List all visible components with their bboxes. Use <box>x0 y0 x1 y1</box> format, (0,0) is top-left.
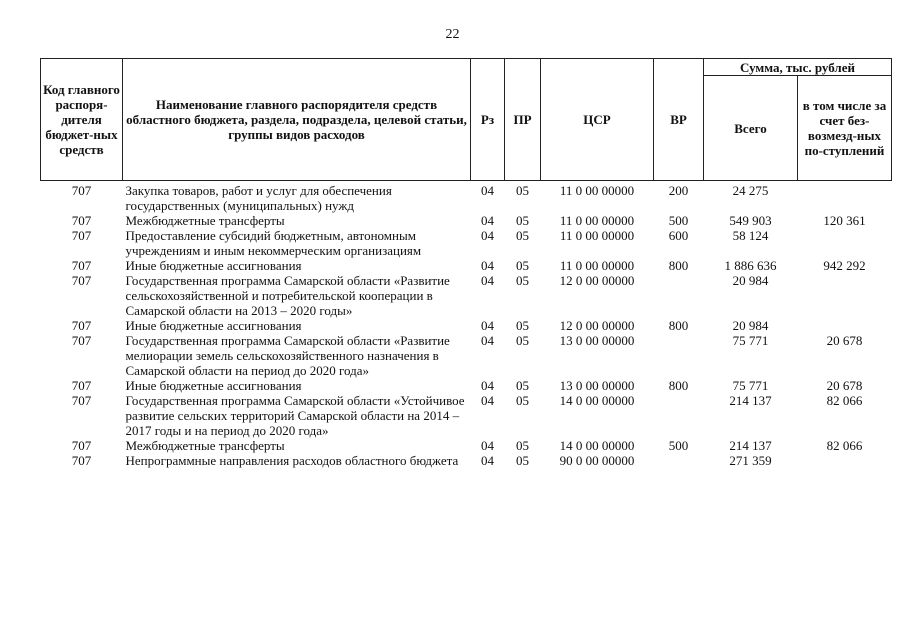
cell-csr: 90 0 00 00000 <box>559 453 635 468</box>
cell-pr: 05 <box>516 378 529 393</box>
cell-code: 707 <box>71 273 92 288</box>
cell-rz: 04 <box>481 183 494 198</box>
cell-name: Иные бюджетные ассигнования <box>125 258 302 273</box>
cell-csr: 13 0 00 00000 <box>559 333 635 348</box>
cell-vr <box>654 333 704 378</box>
cell-total: 214 137 <box>729 393 772 408</box>
cell-csr: 14 0 00 00000 <box>559 393 635 408</box>
cell-total: 24 275 <box>732 183 769 198</box>
cell-vr: 800 <box>668 258 689 273</box>
cell-vr: 200 <box>668 183 689 198</box>
cell-rz: 04 <box>481 228 494 243</box>
cell-csr: 12 0 00 00000 <box>559 273 635 288</box>
table-row <box>41 378 892 393</box>
cell-code: 707 <box>71 378 92 393</box>
cell-name: Межбюджетные трансферты <box>125 213 285 228</box>
cell-total: 20 984 <box>732 273 769 288</box>
cell-code: 707 <box>71 393 92 408</box>
cell-name: Предоставление субсидий бюджетным, автономным учреждениям и иным некоммерческим организациям <box>125 228 422 258</box>
cell-rz: 04 <box>481 213 494 228</box>
cell-code: 707 <box>71 453 92 468</box>
cell-csr: 11 0 00 00000 <box>559 228 635 243</box>
cell-free: 82 066 <box>826 438 863 453</box>
page-number: 22 <box>445 27 460 42</box>
table-row <box>41 318 892 333</box>
cell-pr: 05 <box>516 333 529 348</box>
cell-code: 707 <box>71 333 92 348</box>
cell-pr: 05 <box>516 273 529 288</box>
cell-vr <box>654 273 704 318</box>
cell-name: Межбюджетные трансферты <box>125 438 285 453</box>
cell-free: 20 678 <box>826 378 863 393</box>
cell-pr: 05 <box>516 438 529 453</box>
cell-rz: 04 <box>481 378 494 393</box>
header-vr: ВР <box>654 59 704 181</box>
header-name: Наименование главного распорядителя средств областного бюджета, раздела, подраздела, целевой статьи, группы видов расходов <box>123 59 471 181</box>
cell-name: Иные бюджетные ассигнования <box>125 378 302 393</box>
cell-free <box>798 273 892 318</box>
cell-pr: 05 <box>516 213 529 228</box>
table-row <box>41 181 892 214</box>
cell-name: Государственная программа Самарской области «Развитие сельскохозяйственной и потребительской кооперации в Самарской области на 2013 – 2020 годы» <box>125 273 450 318</box>
header-total: Всего <box>704 76 798 181</box>
cell-pr: 05 <box>516 258 529 273</box>
cell-vr: 800 <box>668 378 689 393</box>
cell-total: 75 771 <box>732 378 769 393</box>
cell-total: 75 771 <box>732 333 769 348</box>
cell-code: 707 <box>71 258 92 273</box>
cell-rz: 04 <box>481 273 494 288</box>
cell-code: 707 <box>71 318 92 333</box>
cell-csr: 13 0 00 00000 <box>559 378 635 393</box>
cell-vr <box>654 393 704 438</box>
table-row <box>41 333 892 378</box>
cell-vr: 600 <box>668 228 689 243</box>
cell-rz: 04 <box>481 393 494 408</box>
cell-total: 1 886 636 <box>724 258 777 273</box>
cell-name: Иные бюджетные ассигнования <box>125 318 302 333</box>
cell-name: Государственная программа Самарской области «Развитие мелиорации земель сельскохозяйственного назначения в Самарской области на период до 2020 года» <box>125 333 450 378</box>
cell-code: 707 <box>71 213 92 228</box>
table-header <box>41 59 892 181</box>
cell-rz: 04 <box>481 318 494 333</box>
cell-name: Закупка товаров, работ и услуг для обеспечения государственных (муниципальных) нужд <box>125 183 392 213</box>
budget-table <box>40 58 892 468</box>
cell-rz: 04 <box>481 333 494 348</box>
cell-rz: 04 <box>481 258 494 273</box>
header-rz: Рз <box>471 59 505 181</box>
table-row <box>41 213 892 228</box>
cell-csr: 11 0 00 00000 <box>559 183 635 198</box>
cell-pr: 05 <box>516 183 529 198</box>
cell-pr: 05 <box>516 453 529 468</box>
cell-total: 271 359 <box>729 453 772 468</box>
cell-free <box>798 228 892 258</box>
cell-pr: 05 <box>516 393 529 408</box>
cell-free <box>798 453 892 468</box>
header-sum-group: Сумма, тыс. рублей <box>704 59 892 76</box>
header-pr: ПР <box>505 59 541 181</box>
cell-csr: 14 0 00 00000 <box>559 438 635 453</box>
cell-total: 58 124 <box>732 228 769 243</box>
table-row <box>41 393 892 438</box>
table-row <box>41 438 892 453</box>
table-row <box>41 228 892 258</box>
cell-free: 942 292 <box>823 258 866 273</box>
cell-rz: 04 <box>481 453 494 468</box>
cell-name: Непрограммные направления расходов областного бюджета <box>125 453 459 468</box>
cell-total: 549 903 <box>729 213 772 228</box>
header-free: в том числе за счет без-возмезд-ных по-ступлений <box>798 76 892 181</box>
table-row <box>41 273 892 318</box>
header-csr: ЦСР <box>541 59 654 181</box>
cell-total: 20 984 <box>732 318 769 333</box>
cell-csr: 11 0 00 00000 <box>559 213 635 228</box>
cell-total: 214 137 <box>729 438 772 453</box>
table-body <box>41 181 892 469</box>
cell-vr: 800 <box>668 318 689 333</box>
cell-pr: 05 <box>516 318 529 333</box>
cell-free: 120 361 <box>823 213 866 228</box>
cell-free <box>798 318 892 333</box>
cell-free <box>798 181 892 214</box>
cell-code: 707 <box>71 183 92 198</box>
cell-vr <box>654 453 704 468</box>
cell-free: 82 066 <box>826 393 863 408</box>
cell-code: 707 <box>71 438 92 453</box>
table-row <box>41 453 892 468</box>
cell-vr: 500 <box>668 213 689 228</box>
cell-pr: 05 <box>516 228 529 243</box>
cell-name: Государственная программа Самарской области «Устойчивое развитие сельских территорий Самарской области на 2014 – 2017 годы и на период до 2020 года» <box>125 393 465 438</box>
cell-rz: 04 <box>481 438 494 453</box>
cell-free: 20 678 <box>826 333 863 348</box>
cell-csr: 12 0 00 00000 <box>559 318 635 333</box>
table-row <box>41 258 892 273</box>
cell-vr: 500 <box>668 438 689 453</box>
header-code: Код главного распоря-дителя бюджет-ных средств <box>41 59 123 181</box>
cell-code: 707 <box>71 228 92 243</box>
cell-csr: 11 0 00 00000 <box>559 258 635 273</box>
